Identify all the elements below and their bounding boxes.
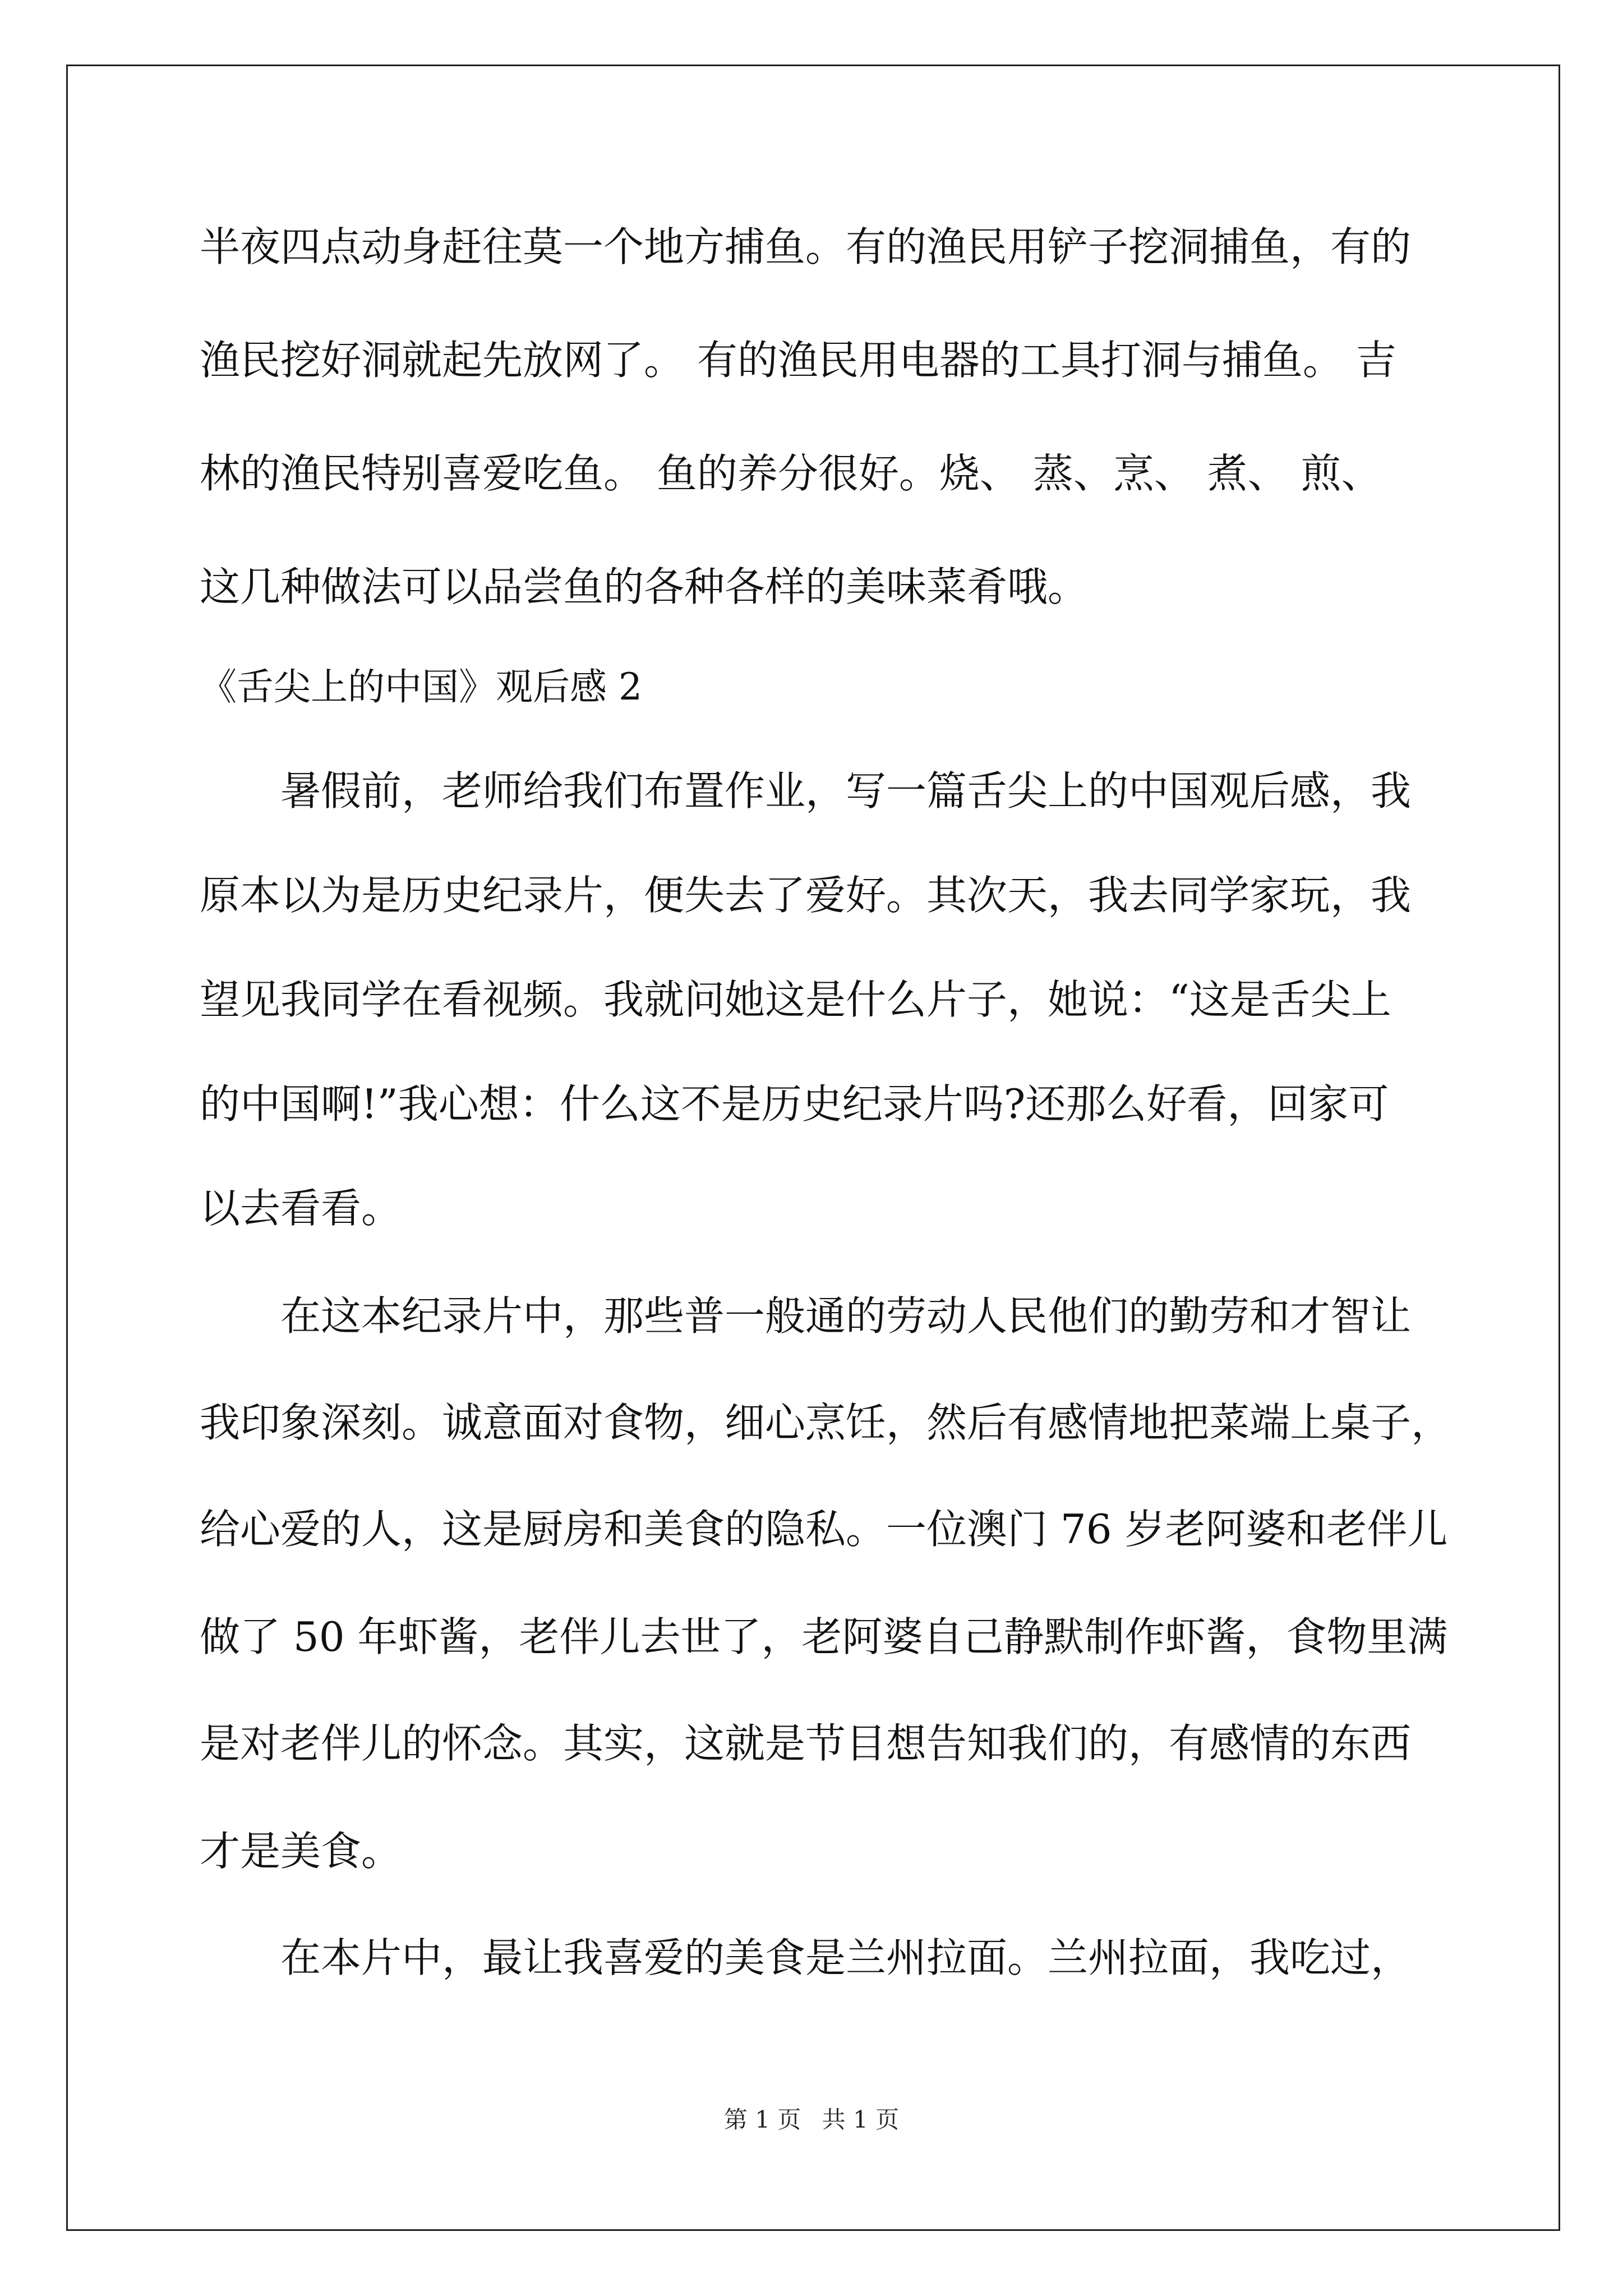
body-line: 的中国啊!”我心想：什么这不是历史纪录片吗?还那么好看，回家可 xyxy=(200,1080,1389,1128)
section-title: 《舌尖上的中国》观后感 2 xyxy=(200,665,642,708)
body-line: 我印象深刻。诚意面对食物，细心烹饪，然后有感情地把菜端上桌子， xyxy=(200,1399,1452,1446)
paragraph-first-line: 在本片中，最让我喜爱的美食是兰州拉面。兰州拉面，我吃过， xyxy=(280,1934,1412,1981)
page-border xyxy=(66,65,1560,2231)
body-line: 是对老伴儿的怀念。其实，这就是节目想告知我们的，有感情的东西 xyxy=(200,1720,1412,1767)
body-line: 林的渔民特别喜爱吃鱼。 鱼的养分很好。烧、 蒸、烹、 煮、 煎、 xyxy=(200,450,1382,497)
body-line: 做了 50 年虾酱，老伴儿去世了，老阿婆自己静默制作虾酱，食物里满 xyxy=(200,1613,1448,1660)
paragraph-first-line: 暑假前，老师给我们布置作业，写一篇舌尖上的中国观后感，我 xyxy=(280,767,1412,815)
body-line: 半夜四点动身赶往莫一个地方捕鱼。有的渔民用铲子挖洞捕鱼，有的 xyxy=(200,223,1412,270)
body-line: 以去看看。 xyxy=(200,1185,402,1232)
body-line: 才是美食。 xyxy=(200,1828,402,1875)
body-line: 原本以为是历史纪录片，便失去了爱好。其次天，我去同学家玩，我 xyxy=(200,872,1412,919)
paragraph-first-line: 在这本纪录片中，那些普一般通的劳动人民他们的勤劳和才智让 xyxy=(280,1292,1412,1340)
body-line: 这几种做法可以品尝鱼的各种各样的美味菜肴哦。 xyxy=(200,563,1089,610)
body-line: 望见我同学在看视频。我就问她这是什么片子，她说：“这是舌尖上 xyxy=(200,976,1391,1023)
page-number: 第 1 页 xyxy=(723,2106,801,2133)
page-total: 共 1 页 xyxy=(822,2106,900,2133)
page-footer xyxy=(0,2101,1623,2135)
body-line: 渔民挖好洞就起先放网了。 有的渔民用电器的工具打洞与捕鱼。 吉 xyxy=(200,337,1396,384)
body-line: 给心爱的人，这是厨房和美食的隐私。一位澳门 76 岁老阿婆和老伴儿 xyxy=(200,1506,1448,1553)
